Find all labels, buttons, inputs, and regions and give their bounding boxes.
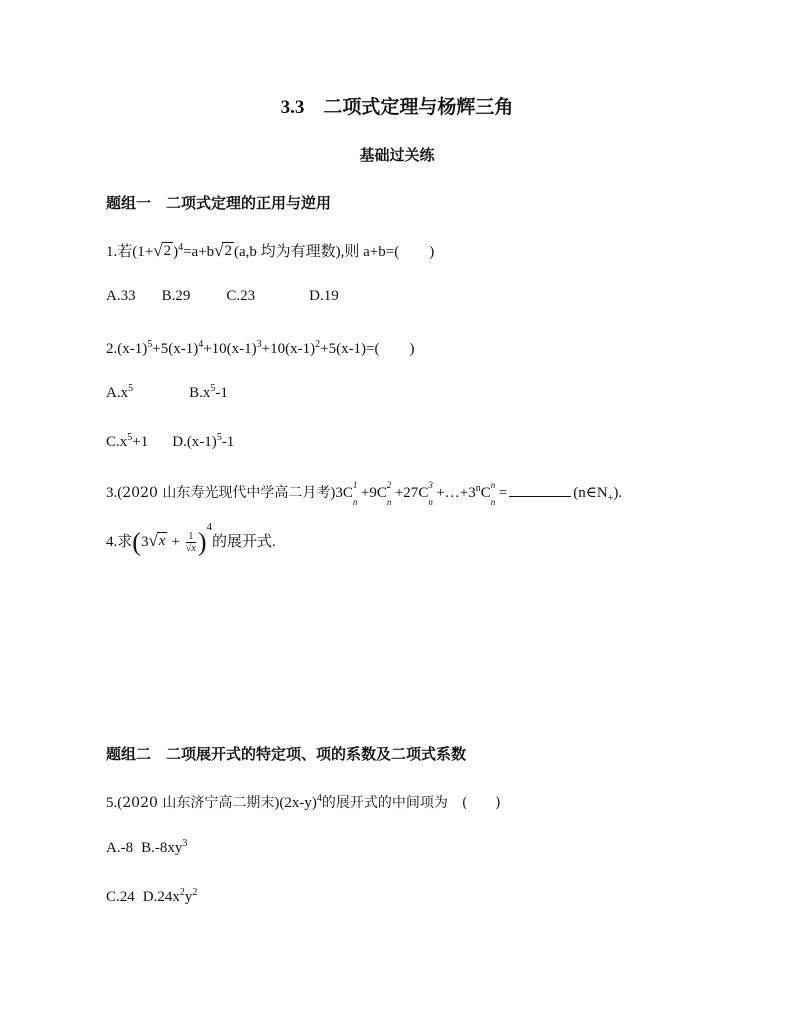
q4-radicand: x (158, 533, 166, 549)
q5-t2: 的展开式的中间项为 ( ) (321, 795, 501, 811)
comb-c-n-2: C 2 n (376, 480, 392, 507)
sqrt-2: √ 2 (153, 241, 172, 260)
q1-prefix: 1.若(1+ (106, 244, 154, 260)
q5-option-d: $D.24x^2y^2$ (142, 887, 198, 905)
q5-options-ab (106, 840, 187, 857)
q2-exp-3: 3 (256, 339, 262, 350)
comb-c-n-1: C 1 n (342, 480, 358, 507)
q4-right-paren: ) (197, 527, 207, 557)
question-1 (106, 240, 434, 261)
q4-suffix: 的展开式. (212, 534, 276, 550)
question-4 (106, 521, 276, 557)
q3-t3: +27 (394, 485, 419, 501)
q1-close: ) (173, 244, 179, 260)
q2-exp-2: 2 (315, 339, 321, 350)
answer-blank[interactable] (509, 482, 571, 497)
q1-eq: =a+b (183, 244, 215, 260)
q1-options (106, 288, 339, 305)
q4-frac-num: 1 (188, 530, 194, 542)
q1-radicand-1: 2 (163, 243, 172, 259)
page-title: 3.3 二项式定理与杨辉三角 (280, 97, 514, 118)
q5-options-cd (106, 889, 197, 906)
q2-part-0: 2.(x-1) (106, 341, 148, 357)
group-2-heading: 题组二 二项展开式的特定项、项的系数及二项式系数 (106, 747, 467, 763)
q2-option-c: $C.x^5+1$ (106, 432, 149, 450)
q2-option-b: $B.x^5-1$ (189, 383, 228, 401)
q2-part-2: +5(x-1) (152, 341, 199, 357)
q1-exponent: 4 (178, 242, 184, 253)
q2-exp-5: 5 (147, 339, 153, 350)
q1-option-c: C.23 (226, 288, 256, 304)
q5-t1: )(2x-y) (274, 795, 317, 811)
question-3 (106, 480, 623, 507)
q3-t5: = (498, 485, 508, 501)
group-1-heading: 题组一 二项式定理的正用与逆用 (106, 196, 332, 212)
q1-option-d: D.19 (309, 288, 339, 304)
q5-option-b: $B.-8xy^3$ (141, 838, 188, 856)
q5-option-a: A.-8 (106, 840, 134, 856)
q2-option-d: $D.(x-1)^5-1$ (172, 432, 235, 450)
q1-tail: (a,b 均为有理数),则 a+b=( ) (233, 244, 435, 260)
q5-exponent: 4 (316, 793, 322, 804)
q4-fraction: $\frac{1}{√x}$ (185, 530, 196, 554)
q3-t2: +9 (360, 485, 377, 501)
q4-prefix: 4.求 (106, 534, 133, 550)
q2-part-8: +5(x-1)=( ) (320, 341, 415, 357)
q2-options-ab (106, 385, 228, 402)
q2-part-4: +10(x-1) (203, 341, 257, 357)
q3-t4-exp: n (475, 483, 481, 494)
q1-radicand-2: 2 (224, 243, 232, 259)
q3-t6-sub: + (607, 493, 614, 504)
q4-left-paren: ( (132, 527, 141, 557)
q3-t6: (n∈N (573, 485, 608, 501)
q2-options-cd (106, 434, 234, 451)
section-subtitle: 基础过关练 (359, 148, 435, 164)
q2-exp-4: 4 (198, 339, 204, 350)
q4-coef: 3 (140, 534, 149, 550)
q4-plus: + (171, 534, 180, 550)
question-2 (106, 337, 415, 358)
q3-t7: ). (613, 485, 623, 501)
comb-c-n-3: C 3 n (418, 480, 433, 507)
q1-option-a: A.33 (106, 288, 136, 304)
q3-t4: +…+3 (436, 485, 476, 501)
q5-source: 2020 山东济宁高二期末 (122, 795, 275, 811)
sqrt-x: √ x (148, 531, 166, 550)
q2-part-6: +10(x-1) (261, 341, 316, 357)
q5-option-c: C.24 (106, 889, 135, 905)
q1-option-b: B.29 (161, 288, 191, 304)
q3-source: 2020 山东寿光现代中学高二月考 (122, 485, 331, 501)
sqrt-2-b: √ 2 (214, 241, 232, 260)
q4-frac-den: x (191, 542, 196, 554)
q3-num: 3.( (106, 485, 123, 501)
q3-t1: )3 (330, 485, 343, 501)
q4-exponent: 4 (206, 521, 213, 533)
q2-option-a: $A.x^5$ (106, 383, 134, 401)
question-5 (106, 792, 501, 812)
q5-num: 5.( (106, 795, 123, 811)
comb-c-n-n: C n n (480, 480, 496, 507)
